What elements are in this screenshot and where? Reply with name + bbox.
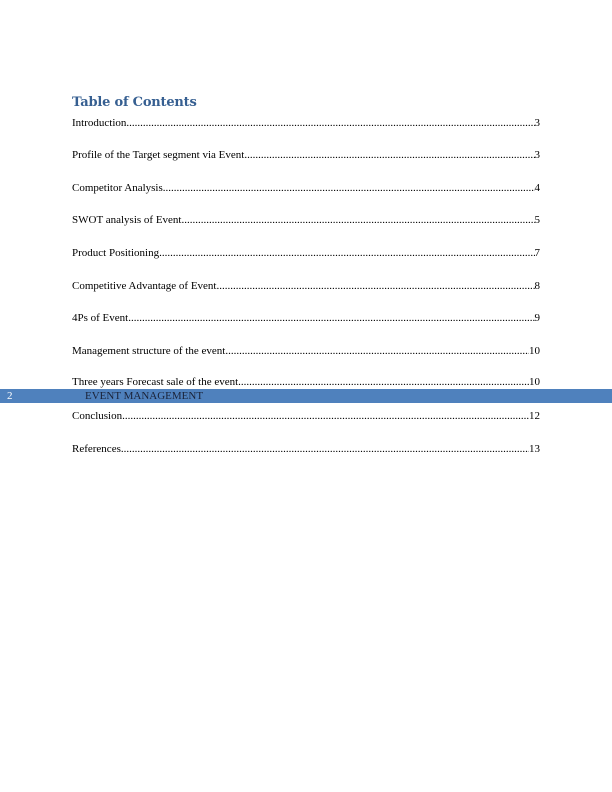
toc-entry-page: 5 xyxy=(534,214,540,226)
toc-entry-competitor-analysis[interactable] xyxy=(72,181,540,195)
toc-entry-swot[interactable] xyxy=(72,213,540,227)
toc-dot-leader xyxy=(126,116,534,130)
toc-dot-leader xyxy=(225,344,529,358)
toc-entry-target-segment[interactable] xyxy=(72,148,540,162)
toc-entry-page: 12 xyxy=(529,410,540,422)
toc-entry-4ps[interactable] xyxy=(72,311,540,325)
toc-entry-page: 7 xyxy=(534,247,540,259)
toc-entry-label: Competitor Analysis xyxy=(72,182,163,194)
toc-dot-leader xyxy=(244,148,534,162)
toc-dot-leader xyxy=(163,181,535,195)
toc-entry-label: SWOT analysis of Event xyxy=(72,214,182,226)
toc-entry-page: 9 xyxy=(534,312,540,324)
toc-entry-label: Profile of the Target segment via Event xyxy=(72,149,245,161)
toc-entry-page: 3 xyxy=(534,149,540,161)
toc-dot-leader xyxy=(217,279,535,293)
toc-entry-label: Management structure of the event xyxy=(72,345,226,357)
toc-entry-conclusion[interactable] xyxy=(72,409,540,423)
toc-entry-product-positioning[interactable] xyxy=(72,246,540,260)
toc-dot-leader xyxy=(159,246,534,260)
toc-dot-leader xyxy=(121,442,529,456)
toc-entry-label: References xyxy=(72,443,121,455)
toc-entry-label: Three years Forecast sale of the event xyxy=(72,376,239,388)
toc-entry-forecast-sale[interactable] xyxy=(72,375,540,389)
toc-entry-page: 4 xyxy=(534,182,540,194)
toc-dot-leader xyxy=(128,311,534,325)
toc-title: Table of Contents xyxy=(72,95,197,110)
toc-dot-leader xyxy=(181,213,534,227)
page-number: 2 xyxy=(7,390,13,402)
running-header-bar xyxy=(0,389,612,403)
toc-entry-label: Introduction xyxy=(72,117,127,129)
running-header-title: EVENT MANAGEMENT xyxy=(85,390,204,402)
toc-entry-label: Conclusion xyxy=(72,410,123,422)
toc-entry-label: Product Positioning xyxy=(72,247,160,259)
toc-entry-page: 13 xyxy=(529,443,540,455)
toc-entry-page: 10 xyxy=(529,376,540,388)
toc-entry-page: 8 xyxy=(534,280,540,292)
toc-entry-label: 4Ps of Event xyxy=(72,312,129,324)
toc-entry-competitive-advantage[interactable] xyxy=(72,279,540,293)
toc-entry-page: 10 xyxy=(529,345,540,357)
toc-dot-leader xyxy=(238,375,529,389)
toc-dot-leader xyxy=(122,409,529,423)
toc-entry-management-structure[interactable] xyxy=(72,344,540,358)
toc-entry-references[interactable] xyxy=(72,442,540,456)
toc-entry-label: Competitive Advantage of Event xyxy=(72,280,217,292)
toc-entry-page: 3 xyxy=(534,117,540,129)
toc-entry-introduction[interactable] xyxy=(72,116,540,130)
